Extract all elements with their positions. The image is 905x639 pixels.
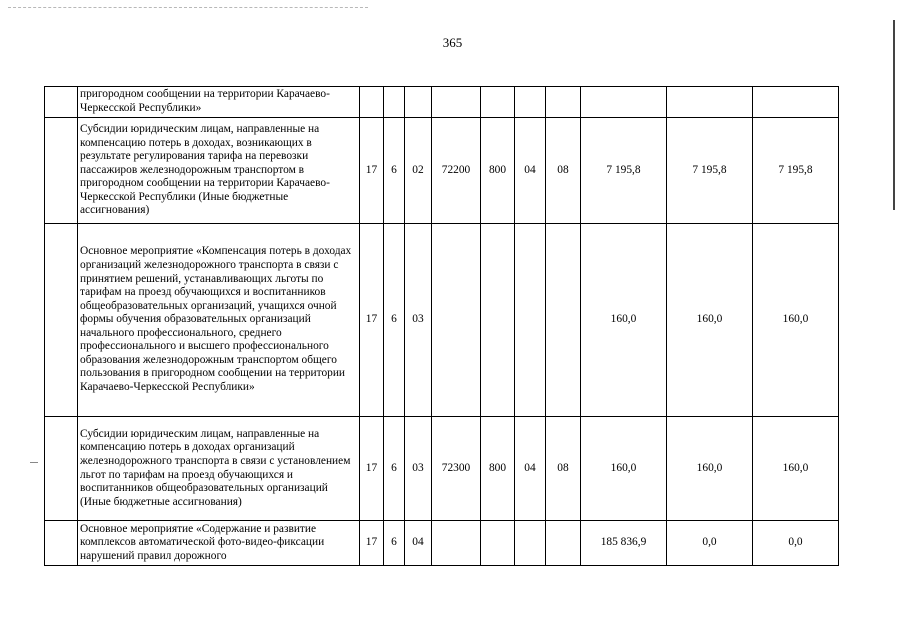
code-cell-subprogram: 04: [405, 521, 432, 566]
amount-cell-2: 0,0: [667, 521, 753, 566]
number-cell: [45, 521, 78, 566]
code-cell-min: 17: [360, 521, 384, 566]
table-row: [45, 521, 839, 566]
code-cell-subsection: 08: [546, 417, 581, 521]
table-row: [45, 118, 839, 224]
code-cell-program: [384, 87, 405, 118]
code-cell-subsection: [546, 521, 581, 566]
amount-cell-1: 160,0: [581, 224, 667, 417]
code-cell-min: [360, 87, 384, 118]
code-cell-min: 17: [360, 118, 384, 224]
code-cell-subsection: 08: [546, 118, 581, 224]
scan-artifact-left: [30, 462, 38, 463]
budget-table: [44, 86, 839, 566]
name-cell: Основное мероприятие «Компенсация потерь в доходах организаций железнодорожного транспорта в связи с принятием решений, устанавливающих льготы по тарифам на проезд обучающихся и воспитанников общеобразовательных организаций, учащихся очной формы обучения образовательных организаций начального профессионального, среднего профессионального и высшего профессионального образования железнодорожным транспортом общего пользования в пригородном сообщении на территории Карачаево-Черкесской Республики»: [78, 224, 360, 417]
code-cell-subprogram: 03: [405, 224, 432, 417]
table-row: [45, 417, 839, 521]
amount-cell-3: 160,0: [753, 417, 839, 521]
code-cell-direction: 72200: [432, 118, 481, 224]
code-cell-section: 04: [515, 417, 546, 521]
code-cell-direction: [432, 521, 481, 566]
code-cell-min: 17: [360, 417, 384, 521]
code-cell-expense-type: 800: [481, 417, 515, 521]
code-cell-expense-type: [481, 521, 515, 566]
name-cell: пригородном сообщении на территории Карачаево-Черкесской Республики»: [78, 87, 360, 118]
amount-cell-3: 0,0: [753, 521, 839, 566]
amount-cell-3: 160,0: [753, 224, 839, 417]
code-cell-expense-type: 800: [481, 118, 515, 224]
number-cell: [45, 118, 78, 224]
name-cell: Основное мероприятие «Содержание и развитие комплексов автоматической фото-видео-фиксации нарушений правил дорожного: [78, 521, 360, 566]
name-cell: Субсидии юридическим лицам, направленные на компенсацию потерь в доходах организаций железнодорожного транспорта в связи с установлением льгот по тарифам на проезд обучающихся и воспитанников общеобразовательных организаций (Иные бюджетные ассигнования): [78, 417, 360, 521]
amount-cell-1: 160,0: [581, 417, 667, 521]
amount-cell-2: 160,0: [667, 417, 753, 521]
code-cell-direction: 72300: [432, 417, 481, 521]
code-cell-section: [515, 224, 546, 417]
amount-cell-1: [581, 87, 667, 118]
code-cell-subprogram: 02: [405, 118, 432, 224]
code-cell-program: 6: [384, 118, 405, 224]
code-cell-section: [515, 521, 546, 566]
code-cell-section: 04: [515, 118, 546, 224]
code-cell-direction: [432, 224, 481, 417]
code-cell-subsection: [546, 224, 581, 417]
page-number: 365: [442, 35, 463, 50]
amount-cell-1: 185 836,9: [581, 521, 667, 566]
table-row: [45, 87, 839, 118]
code-cell-subsection: [546, 87, 581, 118]
name-cell: Субсидии юридическим лицам, направленные на компенсацию потерь в доходах, возникающих в результате регулирования тарифа на перевозки пассажиров железнодорожным транспортом в пригородном сообщении на территории Карачаево-Черкесской Республики (Иные бюджетные ассигнования): [78, 118, 360, 224]
code-cell-program: 6: [384, 417, 405, 521]
amount-cell-3: 7 195,8: [753, 118, 839, 224]
code-cell-subprogram: [405, 87, 432, 118]
table-row: [45, 224, 839, 417]
code-cell-min: 17: [360, 224, 384, 417]
amount-cell-1: 7 195,8: [581, 118, 667, 224]
code-cell-expense-type: [481, 87, 515, 118]
code-cell-program: 6: [384, 521, 405, 566]
amount-cell-2: 160,0: [667, 224, 753, 417]
code-cell-program: 6: [384, 224, 405, 417]
amount-cell-2: [667, 87, 753, 118]
number-cell: [45, 224, 78, 417]
scan-artifact-top: [8, 7, 368, 8]
code-cell-subprogram: 03: [405, 417, 432, 521]
number-cell: [45, 417, 78, 521]
amount-cell-3: [753, 87, 839, 118]
code-cell-direction: [432, 87, 481, 118]
number-cell: [45, 87, 78, 118]
code-cell-section: [515, 87, 546, 118]
code-cell-expense-type: [481, 224, 515, 417]
amount-cell-2: 7 195,8: [667, 118, 753, 224]
